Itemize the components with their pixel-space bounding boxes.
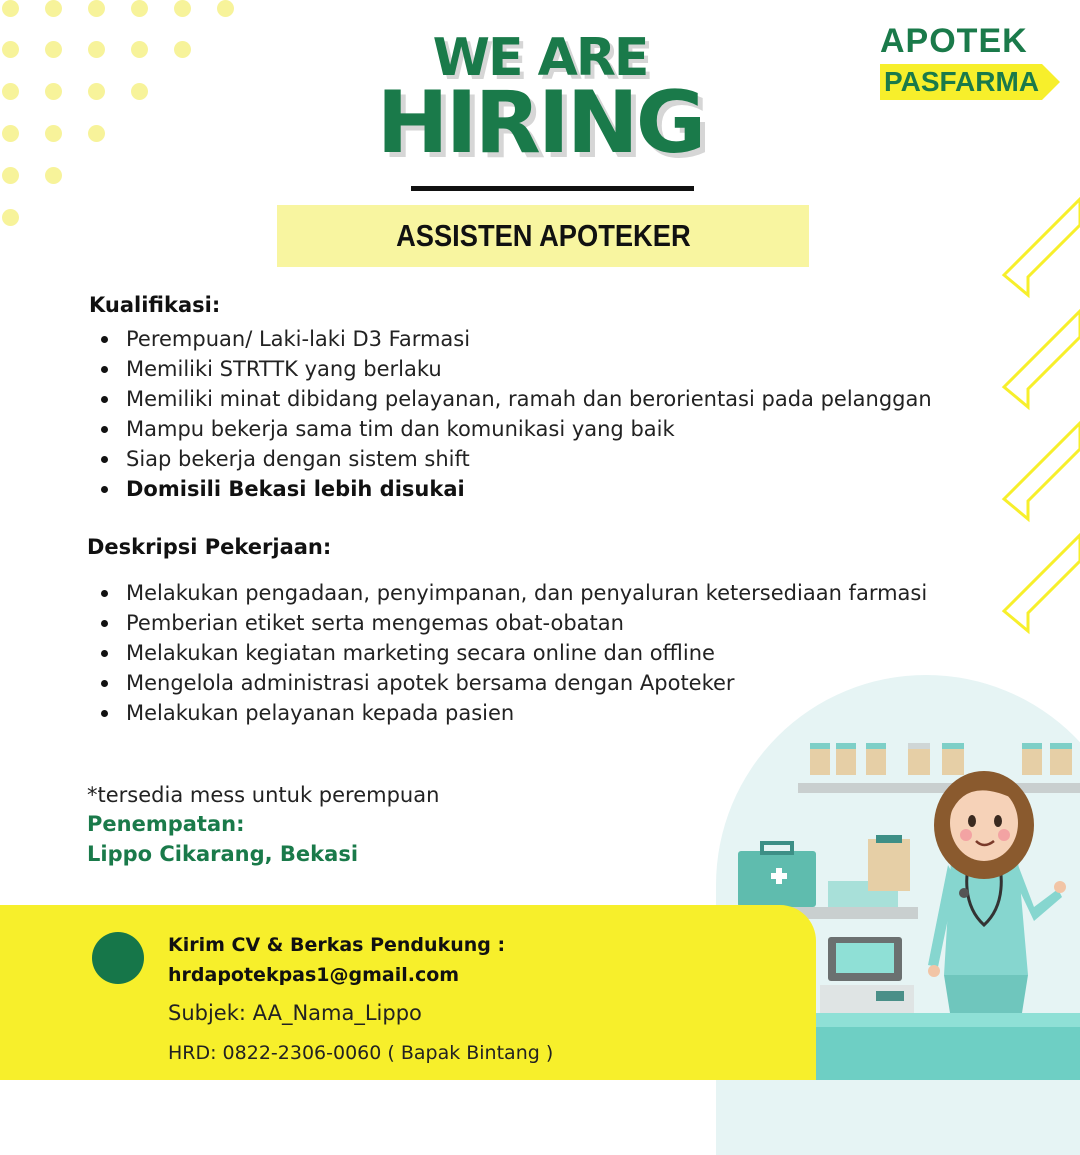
headline-hiring: HIRING bbox=[376, 73, 704, 173]
list-item: Siap bekerja dengan sistem shift bbox=[89, 444, 932, 474]
list-item: Memiliki minat dibidang pelayanan, ramah dan berorientasi pada pelanggan bbox=[89, 384, 932, 414]
placement-location: Lippo Cikarang, Bekasi bbox=[87, 842, 359, 866]
headline-we-are: WE ARE bbox=[432, 28, 648, 88]
contact-email[interactable]: hrdapotekpas1@gmail.com bbox=[168, 964, 460, 986]
accommodation-note: *tersedia mess untuk perempuan bbox=[87, 783, 440, 807]
contact-subject: Subjek: AA_Nama_Lippo bbox=[168, 1001, 422, 1025]
position-banner bbox=[277, 205, 809, 267]
list-item: Melakukan pelayanan kepada pasien bbox=[89, 698, 927, 728]
list-item: Melakukan pengadaan, penyimpanan, dan penyaluran ketersediaan farmasi bbox=[89, 578, 927, 608]
position-title: ASSISTEN APOTEKER bbox=[395, 218, 691, 253]
list-item: Memiliki STRTTK yang berlaku bbox=[89, 354, 932, 384]
list-item: Mampu bekerja sama tim dan komunikasi yang baik bbox=[89, 414, 932, 444]
headline-divider bbox=[411, 186, 694, 191]
list-item: Perempuan/ Laki-laki D3 Farmasi bbox=[89, 324, 932, 354]
job-description-title: Deskripsi Pekerjaan: bbox=[87, 535, 332, 559]
list-item: Mengelola administrasi apotek bersama dengan Apoteker bbox=[89, 668, 927, 698]
list-item: Domisili Bekasi lebih disukai bbox=[89, 474, 932, 504]
placement-label: Penempatan: bbox=[87, 812, 245, 836]
logo-bottom-text: PASFARMA bbox=[884, 66, 1040, 97]
qualifications-title: Kualifikasi: bbox=[89, 293, 221, 317]
contact-bullet-icon bbox=[92, 932, 144, 984]
list-item: Pemberian etiket serta mengemas obat-obatan bbox=[89, 608, 927, 638]
contact-heading: Kirim CV & Berkas Pendukung : bbox=[168, 934, 506, 956]
list-item: Melakukan kegiatan marketing secara online dan offline bbox=[89, 638, 927, 668]
logo-top-text: APOTEK bbox=[880, 22, 1028, 60]
decorative-stripes bbox=[990, 195, 1080, 645]
contact-hrd-phone[interactable]: HRD: 0822-2306-0060 ( Bapak Bintang ) bbox=[168, 1042, 554, 1064]
qualifications-list bbox=[89, 324, 932, 504]
